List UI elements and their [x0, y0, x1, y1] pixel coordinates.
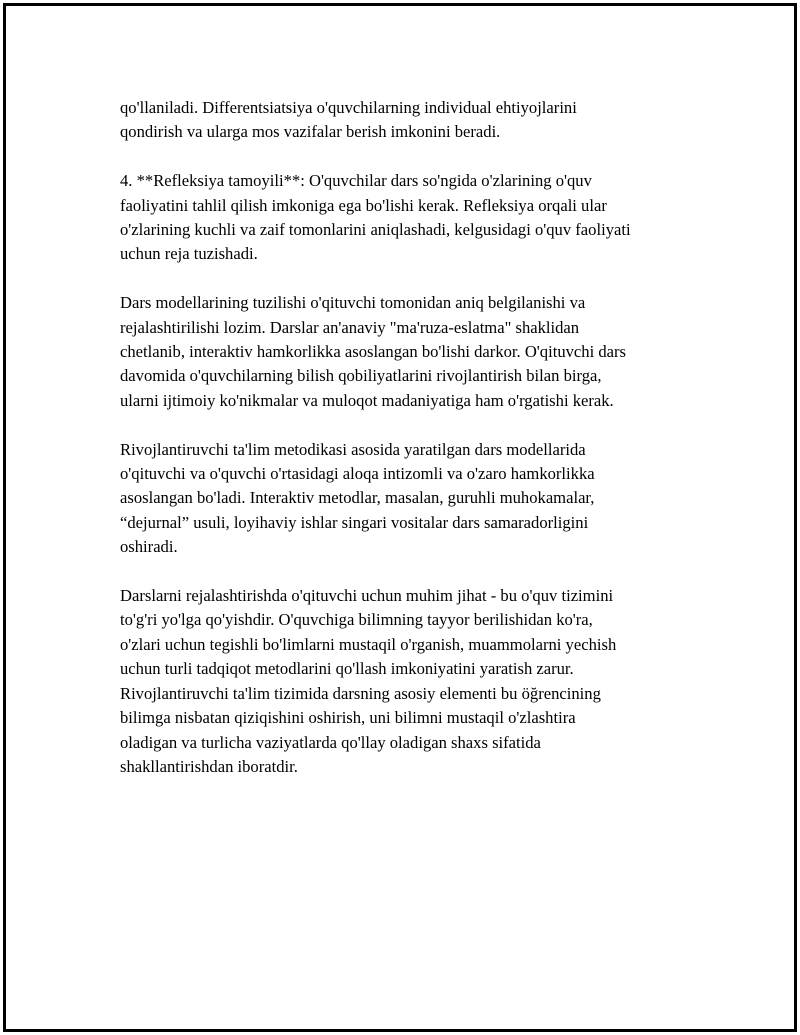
- paragraph-developmental-methodology: Rivojlantiruvchi ta'lim metodikasi asosida yaratilgan dars modellarida o'qituvchi va o'quvchi o'rtasidagi aloqa intizomli va o'zaro hamkorlikka asoslangan bo'ladi. Interaktiv metodlar, masalan, guruhli muhokamalar, “dejurnal” usuli, loyihaviy ishlar singari vositalar dars samaradorligini oshiradi.: [120, 439, 595, 557]
- page: [3, 3, 797, 1032]
- paragraph-differentiation: qo'llaniladi. Differentsiatsiya o'quvchilarning individual ehtiyojlarini qondirish va ularga mos vazifalar berish imkonini beradi.: [120, 98, 577, 142]
- document-body: [120, 96, 700, 804]
- paragraph-reflection-principle: 4. **Refleksiya tamoyili**: O'quvchilar dars so'ngida o'zlarining o'quv faoliyatini tahlil qilish imkoniga ega bo'lishi kerak. Refleksiya orqali ular o'zlarining kuchli va zaif tomonlarini aniqlashadi, kelgusidagi o'quv faoliyati uchun reja tuzishadi.: [120, 171, 631, 264]
- paragraph-lesson-planning: Darslarni rejalashtirishda o'qituvchi uchun muhim jihat - bu o'quv tizimini to'g'ri yo'lga qo'yishdir. O'quvchiga bilimning tayyor berilishidan ko'ra, o'zlari uchun tegishli bo'limlarni mustaqil o'rganish, muammolarni yechish uchun turli tadqiqot metodlarini qo'llash imkoniyatini yaratish zarur. Rivojlantiruvchi ta'lim tizimida darsning asosiy elementi bu öğrencining bilimga nisbatan qiziqishini oshirish, uni bilimni mustaqil o'zlashtira oladigan va turlicha vaziyatlarda qo'llay oladigan shaxs sifatida shakllantirishdan iboratdir.: [120, 586, 617, 776]
- paragraph-lesson-models-structure: Dars modellarining tuzilishi o'qituvchi tomonidan aniq belgilanishi va rejalashtirilishi lozim. Darslar an'anaviy "ma'ruza-eslatma" shaklidan chetlanib, interaktiv hamkorlikka asoslangan bo'lishi darkor. O'qituvchi dars davomida o'quvchilarning bilish qobiliyatlarini rivojlantirish bilan birga, ularni ijtimoiy ko'nikmalar va muloqot madaniyatiga ham o'rgatishi kerak.: [120, 293, 626, 410]
